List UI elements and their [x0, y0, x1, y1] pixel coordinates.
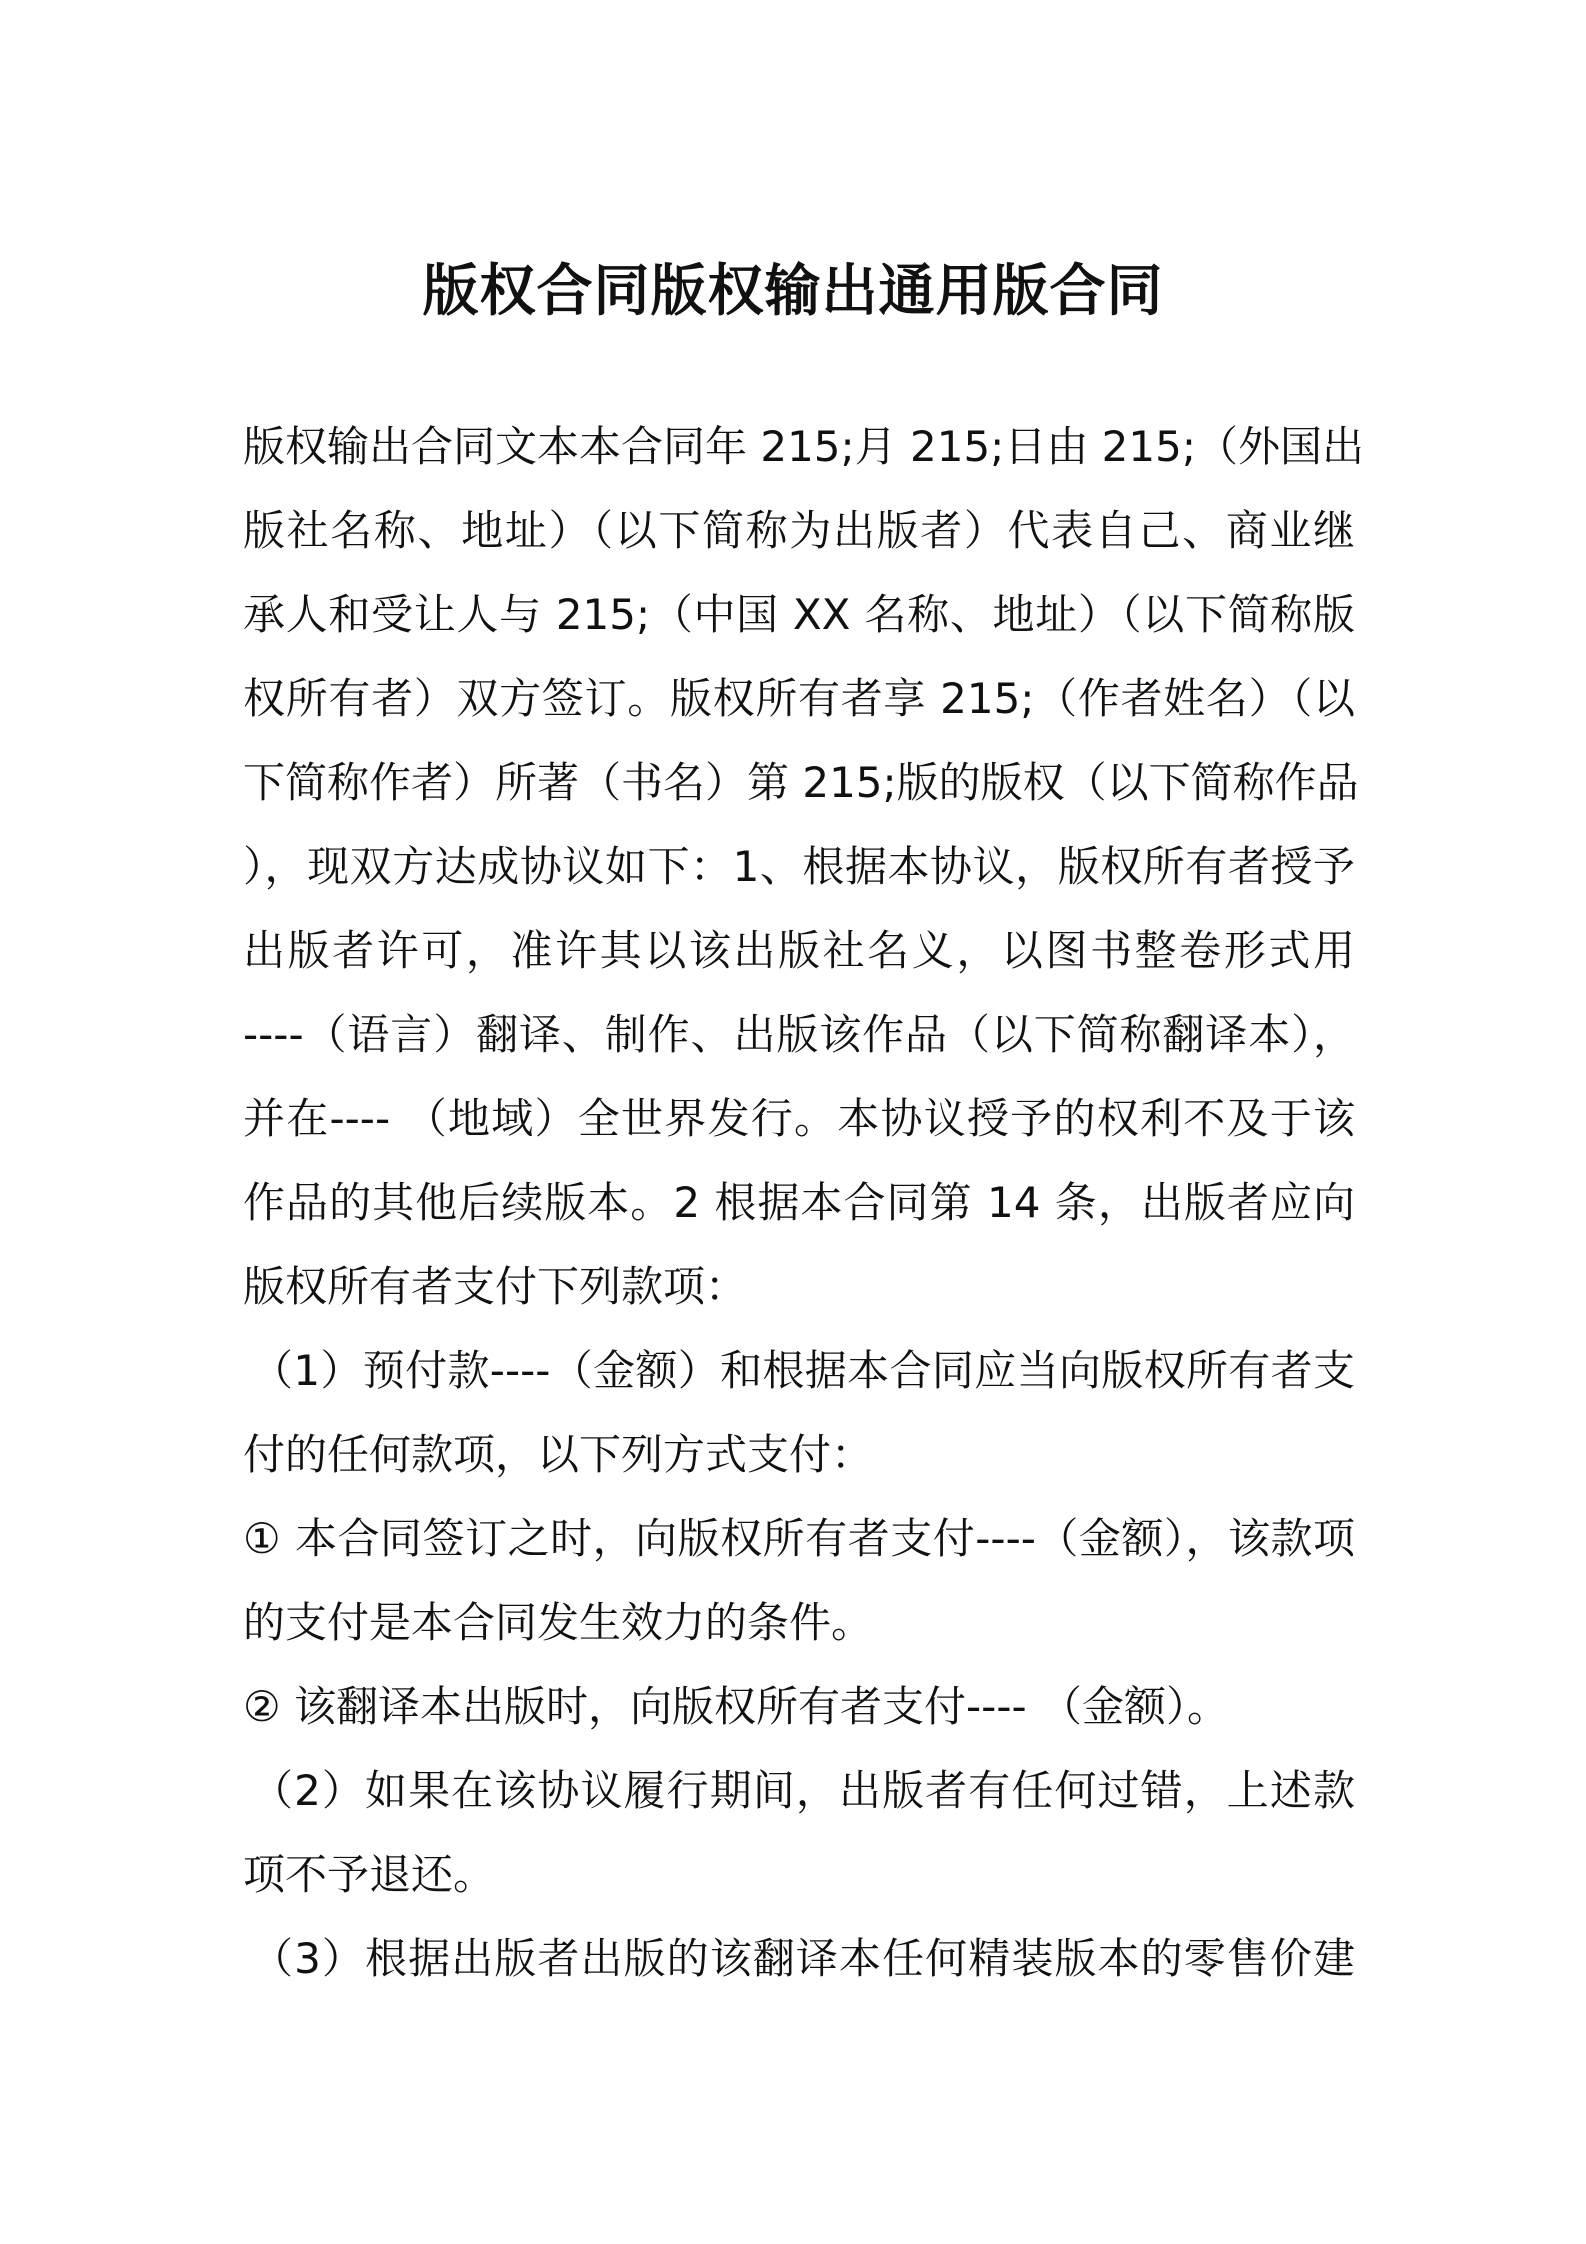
body-line: 承人和受让人与 215;（中国 XX 名称、地址）（以下简称版	[243, 590, 1355, 639]
body-line: 的支付是本合同发生效力的条件。	[243, 1598, 874, 1647]
body-line: 并在---- （地域）全世界发行。本协议授予的权利不及于该	[243, 1094, 1355, 1143]
body-line: 出版者许可，准许其以该出版社名义，以图书整卷形式用	[243, 926, 1355, 975]
body-line: （1）预付款----（金额）和根据本合同应当向版权所有者支	[251, 1346, 1355, 1395]
body-line: 下简称作者）所著（书名）第 215;版的版权（以下简称作品	[243, 758, 1359, 807]
body-line: ② 该翻译本出版时，向版权所有者支付---- （金额）。	[243, 1682, 1229, 1731]
body-line: （2）如果在该协议履行期间，出版者有任何过错，上述款	[251, 1766, 1355, 1815]
body-line: ），现双方达成协议如下：1、根据本协议，版权所有者授予	[243, 842, 1355, 891]
document-title: 版权合同版权输出通用版合同	[422, 259, 1164, 324]
body-line: 版社名称、地址）（以下简称为出版者）代表自己、商业继	[243, 506, 1355, 555]
body-line: ① 本合同签订之时，向版权所有者支付----（金额），该款项	[243, 1514, 1355, 1563]
body-line: 版权所有者支付下列款项：	[243, 1262, 748, 1311]
body-line: 作品的其他后续版本。2 根据本合同第 14 条，出版者应向	[243, 1178, 1355, 1227]
body-line: 付的任何款项，以下列方式支付：	[243, 1430, 874, 1479]
body-line: ----（语言）翻译、制作、出版该作品（以下简称翻译本），	[243, 1010, 1355, 1059]
body-line: 权所有者）双方签订。版权所有者享 215;（作者姓名）（以	[243, 674, 1355, 723]
body-line: 版权输出合同文本本合同年 215;月 215;日由 215;（外国出	[243, 422, 1364, 471]
document-body	[243, 405, 1364, 2001]
body-line: 项不予退还。	[243, 1850, 496, 1899]
body-line: （3）根据出版者出版的该翻译本任何精装版本的零售价建	[251, 1934, 1355, 1983]
